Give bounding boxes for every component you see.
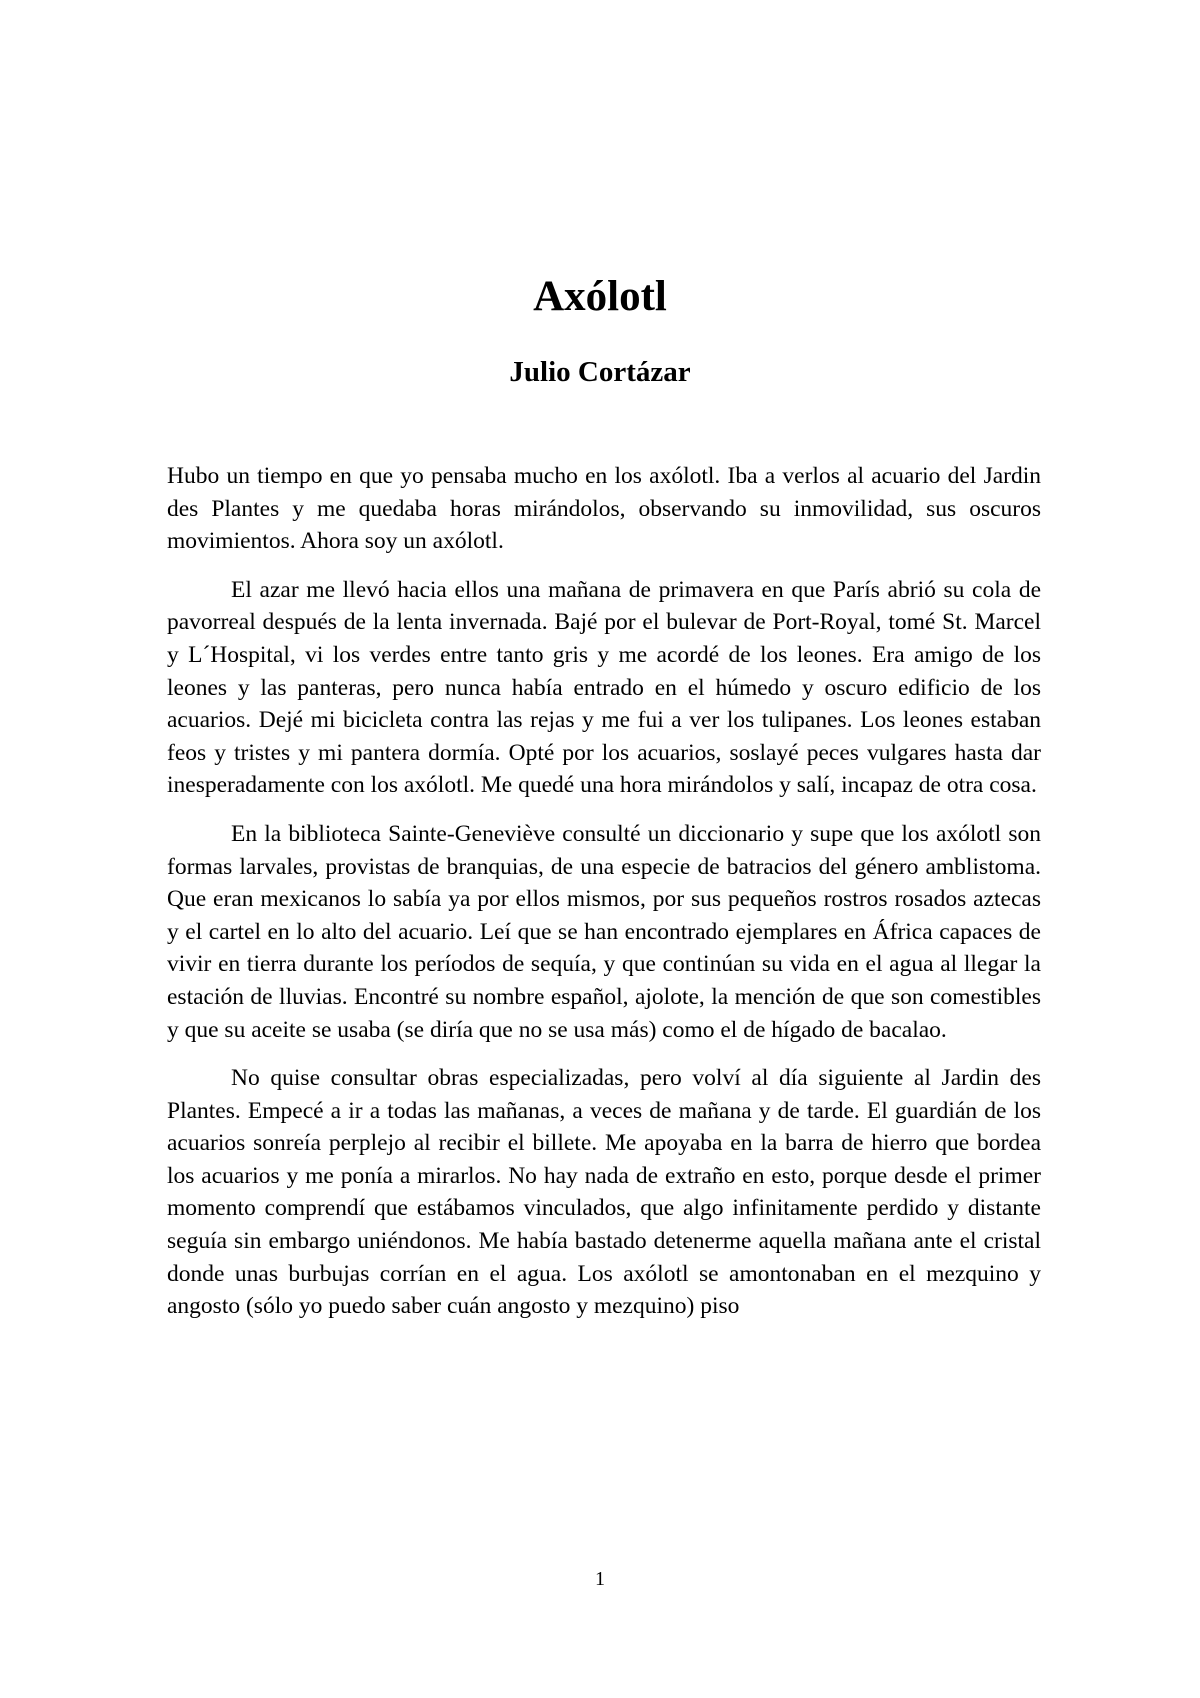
document-author: Julio Cortázar [509,356,691,388]
paragraph-1: Hubo un tiempo en que yo pensaba mucho en los axólotl. Iba a verlos al acuario del Jardin des Plantes y me quedaba horas mirándolos, observando su inmovilidad, sus oscuros movimientos. Ahora soy un axólotl. [167,463,1041,555]
document-title: Axólotl [533,273,667,320]
paragraph-2: El azar me llevó hacia ellos una mañana de primavera en que París abrió su cola de pavorreal después de la lenta invernada. Bajé por el bulevar de Port-Royal, tomé St. Marcel y L´Hospital, vi los verdes entre tanto gris y me acordé de los leones. Era amigo de los leones y las panteras, pero nunca había entrado en el húmedo y oscuro edificio de los acuarios. Dejé mi bicicleta contra las rejas y me fui a ver los tulipanes. Los leones estaban feos y tristes y mi pantera dormía. Opté por los acuarios, soslayé peces vulgares hasta dar inesperadamente con los axólotl. Me quedé una hora mirándolos y salí, incapaz de otra cosa. [167,576,1041,799]
paragraph-3: En la biblioteca Sainte-Geneviève consulté un diccionario y supe que los axólotl son formas larvales, provistas de branquias, de una especie de batracios del género amblistoma. Que eran mexicanos lo sabía ya por ellos mismos, por sus pequeños rostros rosados aztecas y el cartel en lo alto del acuario. Leí que se han encontrado ejemplares en África capaces de vivir en tierra durante los períodos de sequía, y que continúan su vida en el agua al llegar la estación de lluvias. Encontré su nombre español, ajolote, la mención de que son comestibles y que su aceite se usaba (se diría que no se usa más) como el de hígado de bacalao. [167,820,1041,1043]
page-number: 1 [595,1568,605,1590]
document-body [167,460,1041,1323]
paragraph-4: No quise consultar obras especializadas, pero volví al día siguiente al Jardin des Plantes. Empecé a ir a todas las mañanas, a veces de mañana y de tarde. El guardián de los acuarios sonreía perplejo al recibir el billete. Me apoyaba en la barra de hierro que bordea los acuarios y me ponía a mirarlos. No hay nada de extraño en esto, porque desde el primer momento comprendí que estábamos vinculados, que algo infinitamente perdido y distante seguía sin embargo uniéndonos. Me había bastado detenerme aquella mañana ante el cristal donde unas burbujas corrían en el agua. Los axólotl se amontonaban en el mezquino y angosto (sólo yo puedo saber cuán angosto y mezquino) piso [167,1065,1041,1320]
